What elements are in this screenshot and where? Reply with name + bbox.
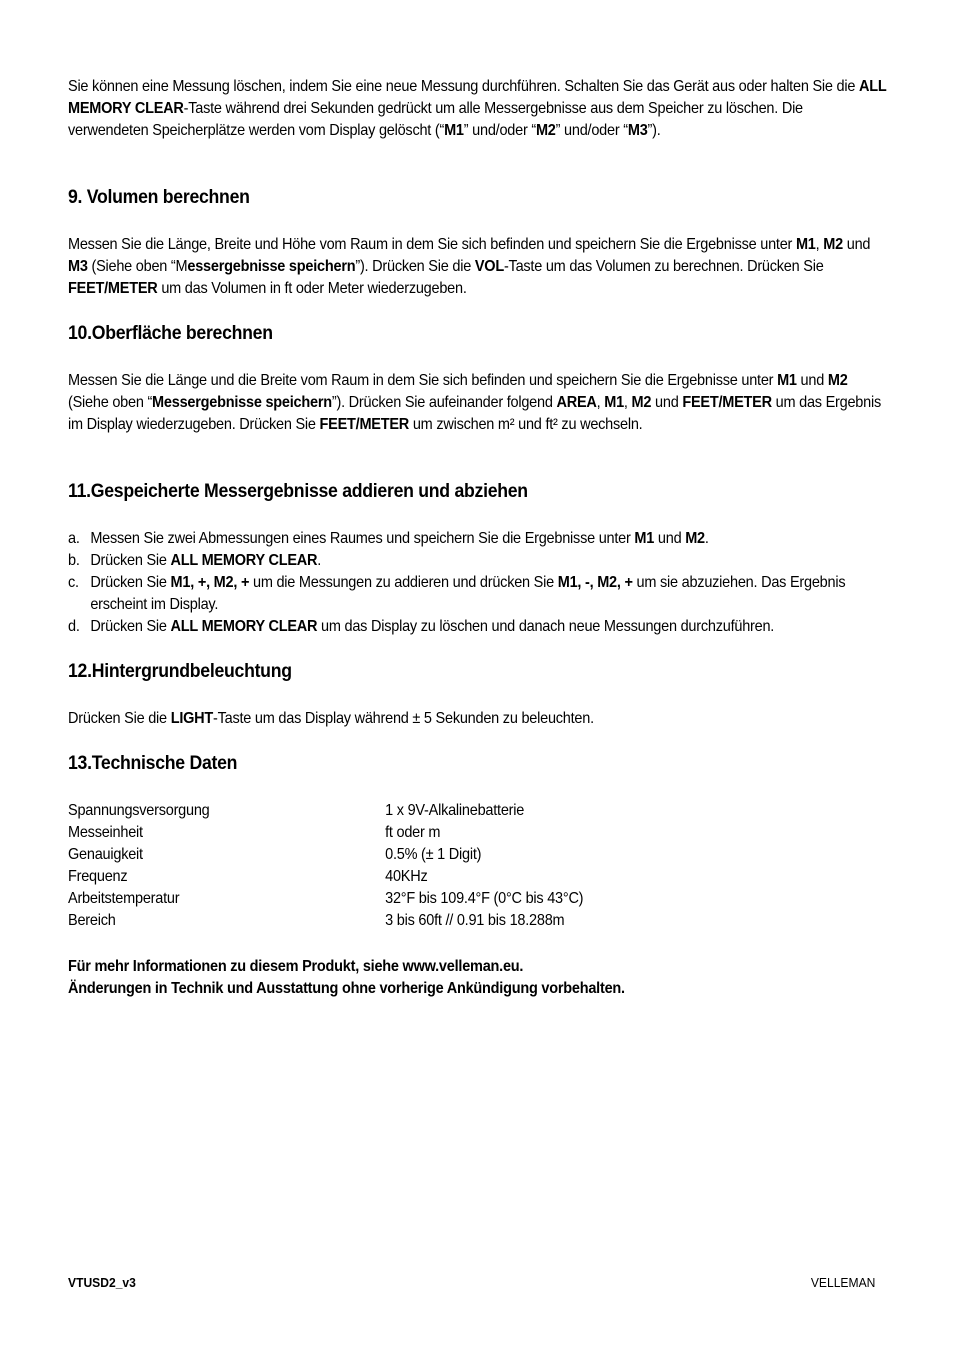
text: ”). Drücken Sie aufeinander folgend bbox=[331, 394, 557, 411]
bold-text: Messergebnisse speichern bbox=[152, 394, 332, 411]
section-12-paragraph bbox=[68, 708, 886, 730]
intro-paragraph bbox=[68, 76, 886, 142]
text: (Siehe oben “M bbox=[87, 258, 188, 275]
bold-text: ALL MEMORY CLEAR bbox=[170, 618, 318, 635]
text: um das Ergebnis im Display wiederzugeben. Drücken Sie bbox=[68, 394, 881, 433]
text: -Taste während drei Sekunden gedrückt um alle Messergebnisse aus dem Speicher zu löschen. Die verwendeten Speicherplätze werden vom Display gelöscht (“ bbox=[68, 100, 803, 139]
disclaimer-note: Änderungen in Technik und Ausstattung ohne vorherige Ankündigung vorbehalten. bbox=[68, 980, 625, 997]
text: , bbox=[623, 394, 632, 411]
text: um das Display zu löschen und danach neue Messungen durchzuführen. bbox=[317, 618, 775, 635]
list-text bbox=[90, 572, 881, 616]
list-text bbox=[90, 528, 881, 550]
bold-text: LIGHT bbox=[170, 710, 214, 727]
text: und bbox=[651, 394, 683, 411]
text: und bbox=[796, 372, 828, 389]
text: (Siehe oben “ bbox=[68, 394, 153, 411]
spec-value: 40KHz bbox=[385, 868, 428, 885]
bold-text: M3 bbox=[627, 122, 648, 139]
spec-row bbox=[68, 800, 886, 822]
text: . bbox=[704, 530, 709, 547]
text: -Taste um das Volumen zu berechnen. Drücken Sie bbox=[503, 258, 824, 275]
bold-text: VOL bbox=[474, 258, 504, 275]
bold-text: M1 bbox=[777, 372, 797, 389]
bold-text: M2 bbox=[535, 122, 556, 139]
bold-text: FEET/METER bbox=[68, 280, 158, 297]
bold-text: M2 bbox=[827, 372, 848, 389]
text: Sie können eine Messung löschen, indem Sie eine neue Messung durchführen. Schalten Sie das Gerät aus oder halten Sie die bbox=[68, 78, 859, 95]
list-text bbox=[90, 616, 881, 638]
text: Drücken Sie bbox=[90, 552, 171, 569]
bold-text: M1 bbox=[634, 530, 655, 547]
spec-row bbox=[68, 888, 886, 910]
text: und bbox=[842, 236, 871, 253]
spec-key: Spannungsversorgung bbox=[68, 802, 210, 819]
text: ”). Drücken Sie die bbox=[355, 258, 475, 275]
text: . bbox=[317, 552, 322, 569]
spec-value: 0.5% (± 1 Digit) bbox=[385, 846, 482, 863]
text: Messen Sie zwei Abmessungen eines Raumes und speichern Sie die Ergebnisse unter bbox=[90, 530, 635, 547]
text: ” und/oder “ bbox=[463, 122, 536, 139]
text: Drücken Sie die bbox=[68, 710, 171, 727]
bold-text: essergebnisse speichern bbox=[187, 258, 356, 275]
bold-text: M2 bbox=[823, 236, 843, 253]
spec-row bbox=[68, 822, 886, 844]
bold-text: ALL MEMORY CLEAR bbox=[170, 552, 318, 569]
bold-text: M1 bbox=[795, 236, 816, 253]
spec-key: Bereich bbox=[68, 912, 116, 929]
bold-text: M1, -, M2, + bbox=[557, 574, 633, 591]
section-10-heading: 10.Oberfläche berechnen bbox=[68, 323, 273, 344]
bold-text: M1 bbox=[444, 122, 464, 139]
text: , bbox=[596, 394, 605, 411]
section-11-heading: 11.Gespeicherte Messergebnisse addieren und abziehen bbox=[68, 481, 528, 502]
spec-row bbox=[68, 910, 886, 932]
spec-key: Arbeitstemperatur bbox=[68, 890, 180, 907]
list-text bbox=[90, 550, 881, 572]
section-13-heading: 13.Technische Daten bbox=[68, 753, 238, 774]
list-label: a. bbox=[68, 530, 80, 547]
footer-doc-id: VTUSD2_v3 bbox=[68, 1275, 136, 1290]
bold-text: M1 bbox=[604, 394, 624, 411]
text: um zwischen m² und ft² zu wechseln. bbox=[409, 416, 643, 433]
text: Messen Sie die Länge, Breite und Höhe vom Raum in dem Sie sich befinden und speichern Sie die Ergebnisse unter bbox=[68, 236, 796, 253]
section-10-paragraph bbox=[68, 370, 886, 436]
text: , bbox=[815, 236, 824, 253]
text: um sie abzuziehen. Das Ergebnis erscheint im Display. bbox=[90, 574, 846, 613]
bold-text: FEET/METER bbox=[682, 394, 772, 411]
spec-value: 1 x 9V-Alkalinebatterie bbox=[385, 802, 525, 819]
text: um die Messungen zu addieren und drücken Sie bbox=[249, 574, 558, 591]
spec-key: Genauigkeit bbox=[68, 846, 143, 863]
bold-text: ALL MEMORY CLEAR bbox=[68, 78, 887, 117]
spec-row bbox=[68, 866, 886, 888]
list-label: b. bbox=[68, 552, 80, 569]
bold-text: M2 bbox=[631, 394, 652, 411]
spec-value: 3 bis 60ft // 0.91 bis 18.288m bbox=[385, 912, 565, 929]
section-9-paragraph bbox=[68, 234, 886, 300]
text: um das Volumen in ft oder Meter wiederzugeben. bbox=[157, 280, 467, 297]
footer-brand: VELLEMAN bbox=[810, 1275, 875, 1290]
bold-text: FEET/METER bbox=[319, 416, 410, 433]
spec-key: Messeinheit bbox=[68, 824, 143, 841]
spec-row bbox=[68, 844, 886, 866]
info-note: Für mehr Informationen zu diesem Produkt, siehe www.velleman.eu. bbox=[68, 958, 524, 975]
bold-text: M1, +, M2, + bbox=[170, 574, 250, 591]
list-label: d. bbox=[68, 618, 80, 635]
text: ” und/oder “ bbox=[555, 122, 628, 139]
spec-value: 32°F bis 109.4°F (0°C bis 43°C) bbox=[385, 890, 584, 907]
spec-value: ft oder m bbox=[385, 824, 441, 841]
text: Drücken Sie bbox=[90, 618, 171, 635]
text: und bbox=[654, 530, 686, 547]
section-12-heading: 12.Hintergrundbeleuchtung bbox=[68, 661, 292, 682]
spec-key: Frequenz bbox=[68, 868, 128, 885]
bold-text: M3 bbox=[68, 258, 88, 275]
text: -Taste um das Display während ± 5 Sekunden zu beleuchten. bbox=[213, 710, 594, 727]
section-9-heading: 9. Volumen berechnen bbox=[68, 187, 250, 208]
bold-text: AREA bbox=[556, 394, 597, 411]
text: Messen Sie die Länge und die Breite vom Raum in dem Sie sich befinden und speichern Sie die Ergebnisse unter bbox=[68, 372, 778, 389]
list-label: c. bbox=[68, 574, 79, 591]
bold-text: M2 bbox=[685, 530, 705, 547]
text: ”). bbox=[647, 122, 661, 139]
text: Drücken Sie bbox=[90, 574, 171, 591]
